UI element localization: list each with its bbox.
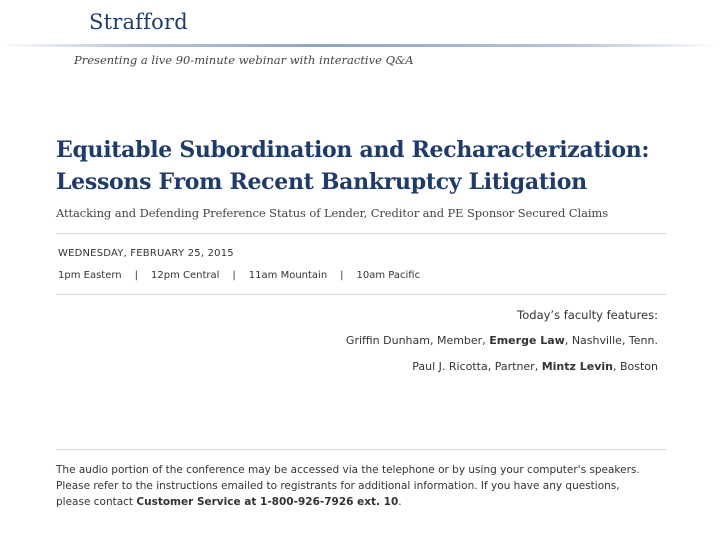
- time-pacific: 10am Pacific: [356, 270, 421, 281]
- strafford-logo: Strafford: [89, 10, 188, 34]
- audio-instructions: [56, 462, 656, 510]
- faculty-heading: Today’s faculty features:: [517, 308, 658, 322]
- speaker-name-role: Paul J. Ricotta, Partner,: [412, 360, 542, 373]
- speaker-firm: Mintz Levin: [541, 360, 613, 373]
- title-line-1: Equitable Subordination and Recharacterization:: [56, 137, 650, 163]
- webinar-title: [56, 134, 716, 198]
- time-separator: |: [340, 270, 344, 281]
- title-line-2: Lessons From Recent Bankruptcy Litigation: [56, 169, 587, 195]
- divider: [56, 233, 666, 234]
- webinar-date: WEDNESDAY, FEBRUARY 25, 2015: [58, 248, 234, 259]
- speaker-item: [346, 334, 658, 347]
- webinar-times: [58, 270, 420, 281]
- divider: [56, 294, 666, 295]
- time-separator: |: [232, 270, 236, 281]
- webinar-tagline: Presenting a live 90-minute webinar with interactive Q&A: [74, 53, 414, 67]
- speaker-location: , Boston: [612, 360, 658, 373]
- speaker-item: [412, 360, 658, 373]
- audio-instructions-text: The audio portion of the conference may be accessed via the telephone or by using your computer's speakers. Please refer to the instructions emailed to registrants for additional information. If you have any questions, please contact: [56, 464, 640, 508]
- divider: [56, 449, 666, 450]
- webinar-subtitle: Attacking and Defending Preference Status of Lender, Creditor and PE Sponsor Secured Claims: [56, 206, 609, 220]
- header-divider: [0, 44, 720, 47]
- time-mountain: 11am Mountain: [248, 270, 328, 281]
- speaker-firm: Emerge Law: [489, 334, 565, 347]
- footer-end: .: [398, 496, 402, 508]
- time-eastern: 1pm Eastern: [58, 270, 122, 281]
- speaker-location: , Nashville, Tenn.: [564, 334, 658, 347]
- time-separator: |: [134, 270, 139, 281]
- customer-service-contact: Customer Service at 1-800-926-7926 ext. 10: [136, 496, 399, 508]
- speaker-name-role: Griffin Dunham, Member,: [345, 334, 490, 347]
- time-central: 12pm Central: [151, 270, 220, 281]
